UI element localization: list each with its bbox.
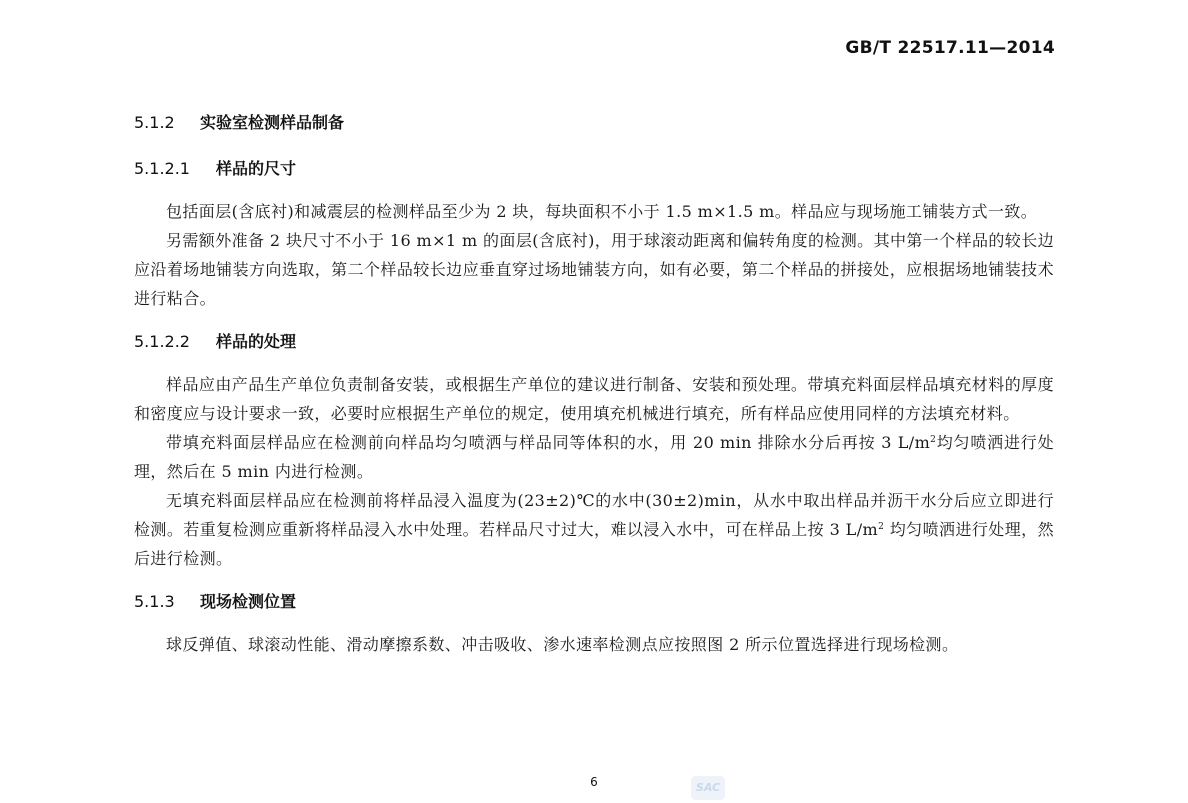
paragraph bbox=[134, 486, 1054, 573]
paragraph-text: 均匀喷洒进行处理，然后进行检测。 bbox=[134, 520, 1054, 568]
paragraph: 另需额外准备 2 块尺寸不小于 16 m×1 m 的面层(含底衬)，用于球滚动距离和偏转角度的检测。其中第一个样品的较长边应沿着场地铺装方向选取，第二个样品较长边应垂直穿过场地铺装方向，如有必要，第二个样品的拼接处，应根据场地铺装技术进行粘合。 bbox=[134, 231, 1054, 308]
paragraph: 球反弹值、球滚动性能、滑动摩擦系数、冲击吸收、渗水速率检测点应按照图 2 所示位置选择进行现场检测。 bbox=[166, 635, 959, 654]
paragraph-text: 带填充料面层样品应在检测前向样品均匀喷洒与样品同等体积的水，用 20 min 排除水分后再按 3 L/m bbox=[166, 433, 931, 452]
standard-number: GB/T 22517.11—2014 bbox=[845, 38, 1055, 58]
section-number: 5.1.2.2 bbox=[134, 332, 190, 351]
section-body-5-1-2-2 bbox=[134, 370, 1054, 573]
document-body bbox=[134, 108, 1054, 659]
paragraph: 样品应由产品生产单位负责制备安装，或根据生产单位的建议进行制备、安装和预处理。带填充料面层样品填充材料的厚度和密度应与设计要求一致，必要时应根据生产单位的规定，使用填充机械进行填充，所有样品应使用同样的方法填充材料。 bbox=[134, 375, 1054, 423]
section-heading-5-1-2-2 bbox=[134, 327, 1054, 356]
section-body-5-1-3 bbox=[134, 630, 1054, 659]
sac-watermark-logo: SAC bbox=[691, 776, 725, 800]
paragraph-text: 均匀喷洒进行处理，然后在 5 min 内进行检测。 bbox=[134, 433, 1054, 481]
section-number: 5.1.2.1 bbox=[134, 159, 190, 178]
section-title: 实验室检测样品制备 bbox=[200, 113, 345, 132]
section-heading-5-1-2 bbox=[134, 108, 1054, 137]
section-heading-5-1-2-1 bbox=[134, 154, 1054, 183]
section-body-5-1-2-1 bbox=[134, 197, 1054, 313]
paragraph: 包括面层(含底衬)和减震层的检测样品至少为 2 块，每块面积不小于 1.5 m×1.5 m。样品应与现场施工铺装方式一致。 bbox=[166, 202, 1038, 221]
section-title: 现场检测位置 bbox=[200, 592, 297, 611]
superscript: 2 bbox=[878, 522, 885, 532]
section-number: 5.1.3 bbox=[134, 592, 175, 611]
superscript: 2 bbox=[930, 435, 937, 445]
paragraph-text: 无填充料面层样品应在检测前将样品浸入温度为(23±2)℃的水中(30±2)min，从水中取出样品并沥干水分后应立即进行检测。若重复检测应重新将样品浸入水中处理。若样品尺寸过大，难以浸入水中，可在样品上按 3 L/m bbox=[134, 491, 1054, 539]
section-title: 样品的处理 bbox=[216, 332, 297, 351]
section-title: 样品的尺寸 bbox=[216, 159, 297, 178]
section-heading-5-1-3 bbox=[134, 587, 1054, 616]
paragraph bbox=[134, 428, 1054, 486]
page-number: 6 bbox=[590, 775, 598, 789]
section-number: 5.1.2 bbox=[134, 113, 175, 132]
